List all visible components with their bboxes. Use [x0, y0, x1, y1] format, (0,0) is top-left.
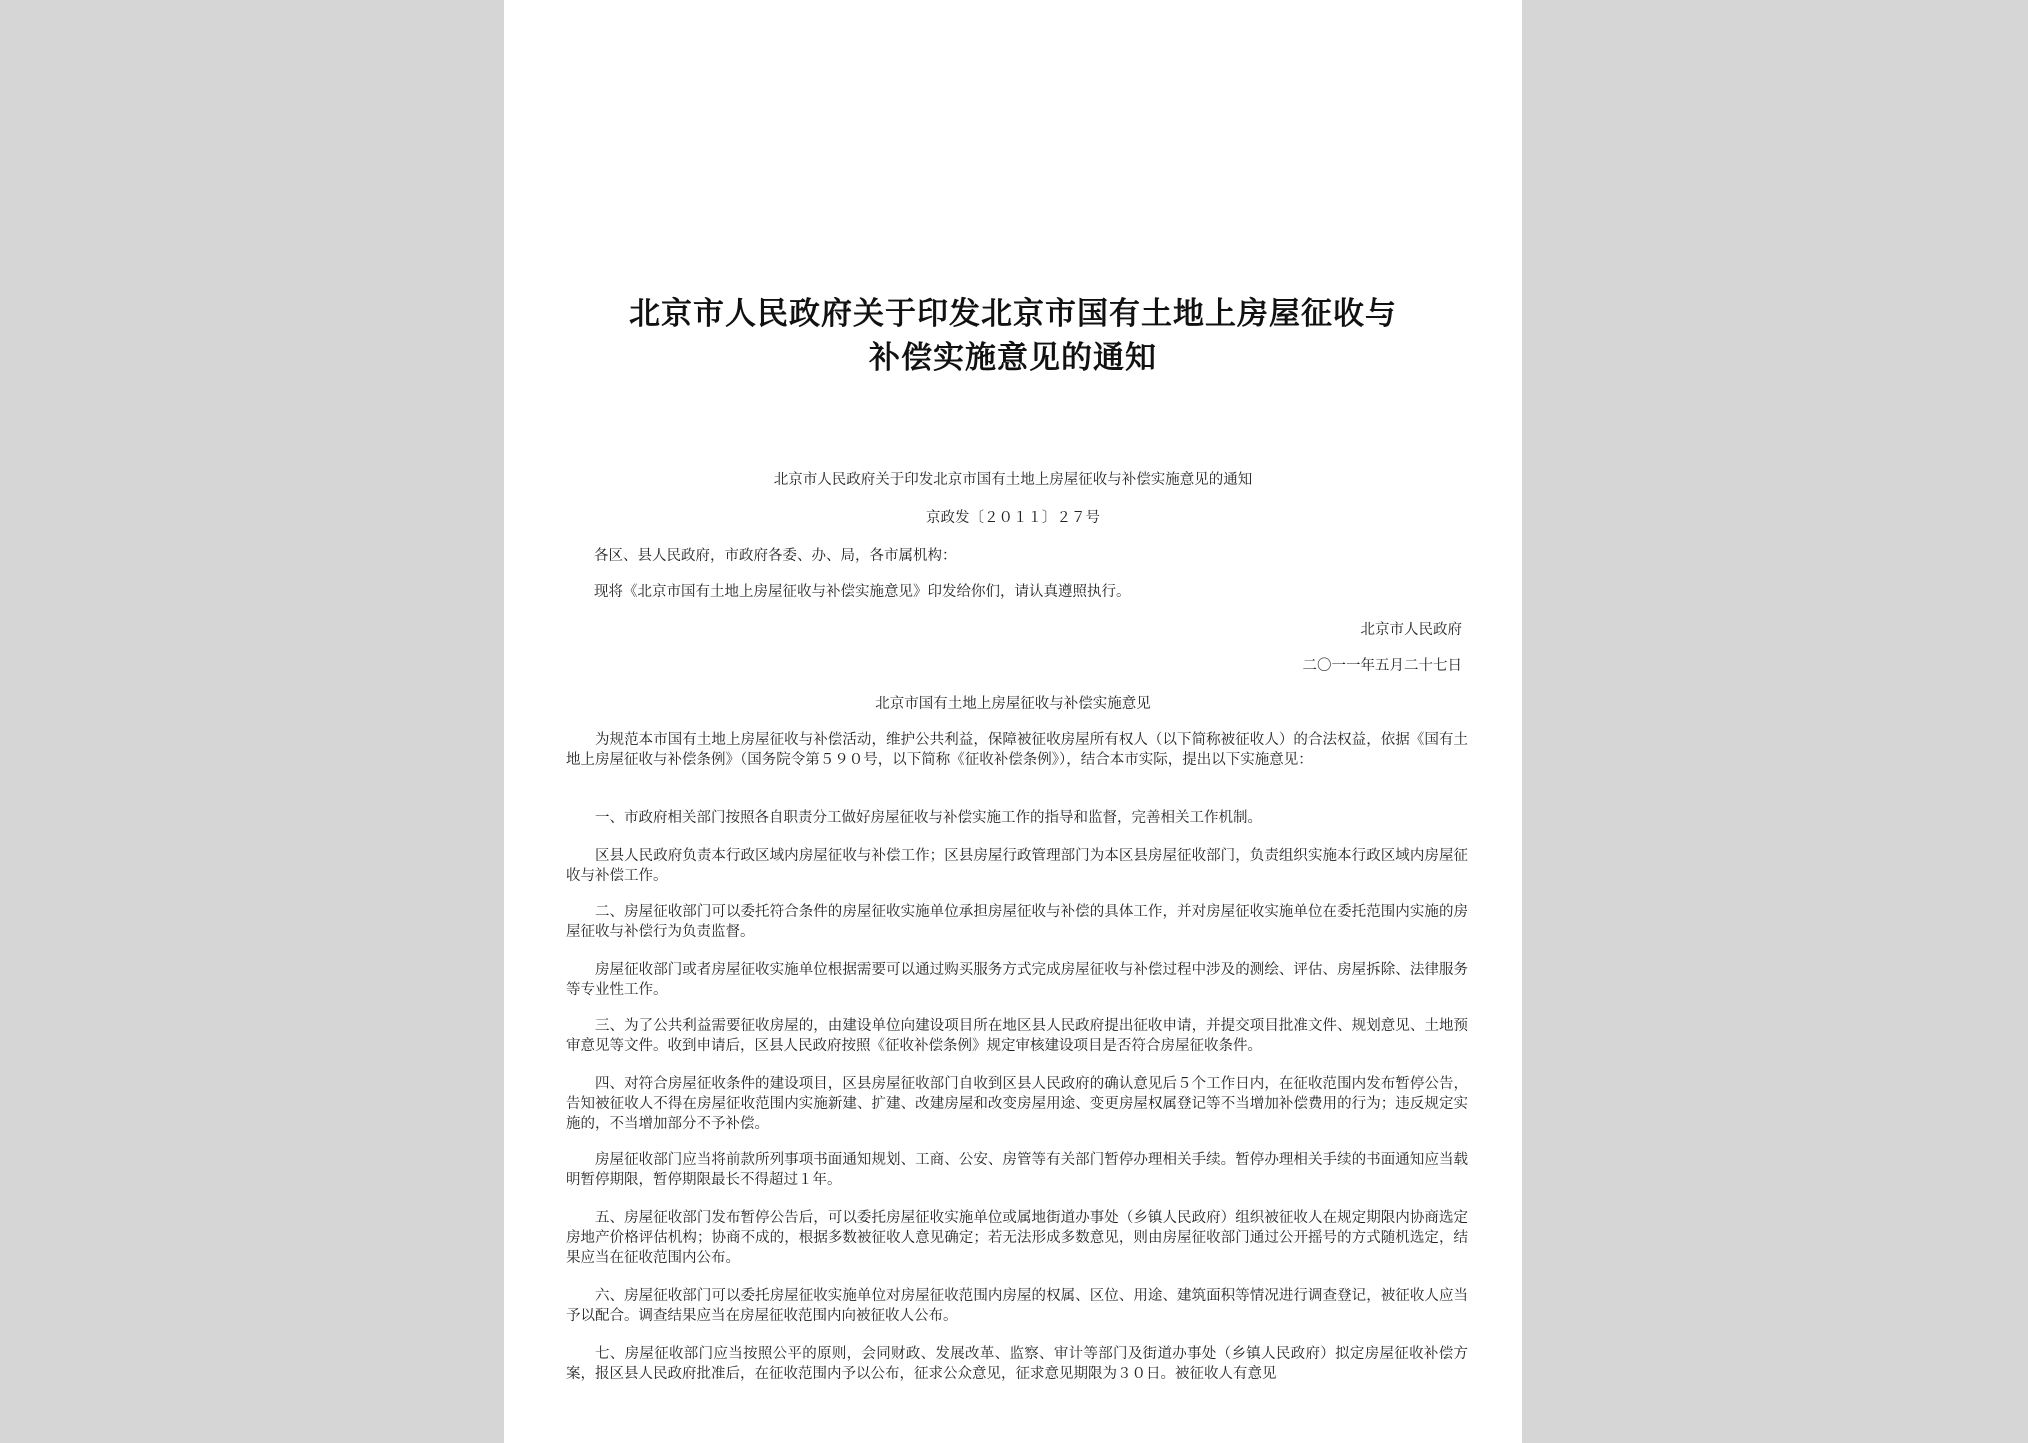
body-paragraph-6: 三、为了公共利益需要征收房屋的，由建设单位向建设项目所在地区县人民政府提出征收申请，并提交项目批准文件、规划意见、土地预审意见等文件。收到申请后，区县人民政府按照《征收补偿条例》规定审核建设项目是否符合房屋征收条件。 — [566, 1018, 1468, 1054]
body-paragraph-10: 六、房屋征收部门可以委托房屋征收实施单位对房屋征收范围内房屋的权属、区位、用途、建筑面积等情况进行调查登记，被征收人应当予以配合。调查结果应当在房屋征收范围内向被征收人公布。 — [566, 1288, 1468, 1324]
issue-date: 二〇一一年五月二十七日 — [1302, 658, 1462, 674]
document-title-line-1: 北京市人民政府关于印发北京市国有土地上房屋征收与 — [629, 296, 1397, 332]
document-title — [544, 292, 1482, 380]
body-paragraph-8: 房屋征收部门应当将前款所列事项书面通知规划、工商、公安、房管等有关部门暂停办理相关手续。暂停办理相关手续的书面通知应当载明暂停期限，暂停期限最长不得超过１年。 — [566, 1152, 1468, 1188]
document-number: 京政发〔２０１１〕２７号 — [926, 510, 1100, 526]
body-paragraph-1: 为规范本市国有土地上房屋征收与补偿活动，维护公共利益，保障被征收房屋所有权人（以下简称被征收人）的合法权益，依据《国有土地上房屋征收与补偿条例》（国务院令第５９０号，以下简称《征收补偿条例》），结合本市实际，提出以下实施意见： — [566, 732, 1468, 768]
body-paragraph-9: 五、房屋征收部门发布暂停公告后，可以委托房屋征收实施单位或属地街道办事处（乡镇人民政府）组织被征收人在规定期限内协商选定房地产价格评估机构；协商不成的，根据多数被征收人意见确定；若无法形成多数意见，则由房屋征收部门通过公开摇号的方式随机选定，结果应当在征收范围内公布。 — [566, 1210, 1468, 1266]
body-paragraph-3: 区县人民政府负责本行政区域内房屋征收与补偿工作；区县房屋行政管理部门为本区县房屋征收部门，负责组织实施本行政区域内房屋征收与补偿工作。 — [566, 848, 1468, 884]
document-page — [504, 0, 1522, 1443]
document-title-line-2: 补偿实施意见的通知 — [869, 340, 1157, 376]
document-subtitle: 北京市人民政府关于印发北京市国有土地上房屋征收与补偿实施意见的通知 — [773, 472, 1253, 488]
body-paragraph-5: 房屋征收部门或者房屋征收实施单位根据需要可以通过购买服务方式完成房屋征收与补偿过程中涉及的测绘、评估、房屋拆除、法律服务等专业性工作。 — [566, 962, 1468, 998]
section-title: 北京市国有土地上房屋征收与补偿实施意见 — [875, 696, 1151, 712]
body-paragraph-4: 二、房屋征收部门可以委托符合条件的房屋征收实施单位承担房屋征收与补偿的具体工作，并对房屋征收实施单位在委托范围内实施的房屋征收与补偿行为负责监督。 — [566, 904, 1468, 940]
body-paragraph-11: 七、房屋征收部门应当按照公平的原则，会同财政、发展改革、监察、审计等部门及街道办事处（乡镇人民政府）拟定房屋征收补偿方案，报区县人民政府批准后，在征收范围内予以公布，征求公众意见，征求意见期限为３０日。被征收人有意见 — [566, 1346, 1468, 1382]
body-paragraph-7: 四、对符合房屋征收条件的建设项目，区县房屋征收部门自收到区县人民政府的确认意见后５个工作日内，在征收范围内发布暂停公告，告知被征收人不得在房屋征收范围内实施新建、扩建、改建房屋和改变房屋用途、变更房屋权属登记等不当增加补偿费用的行为；违反规定实施的，不当增加部分不予补偿。 — [566, 1076, 1468, 1132]
addressee-line: 各区、县人民政府，市政府各委、办、局，各市属机构： — [594, 548, 957, 564]
issuer-name: 北京市人民政府 — [1360, 622, 1462, 638]
body-paragraph-2: 一、市政府相关部门按照各自职责分工做好房屋征收与补偿实施工作的指导和监督，完善相关工作机制。 — [595, 810, 1262, 826]
intro-line: 现将《北京市国有土地上房屋征收与补偿实施意见》印发给你们，请认真遵照执行。 — [594, 584, 1131, 600]
